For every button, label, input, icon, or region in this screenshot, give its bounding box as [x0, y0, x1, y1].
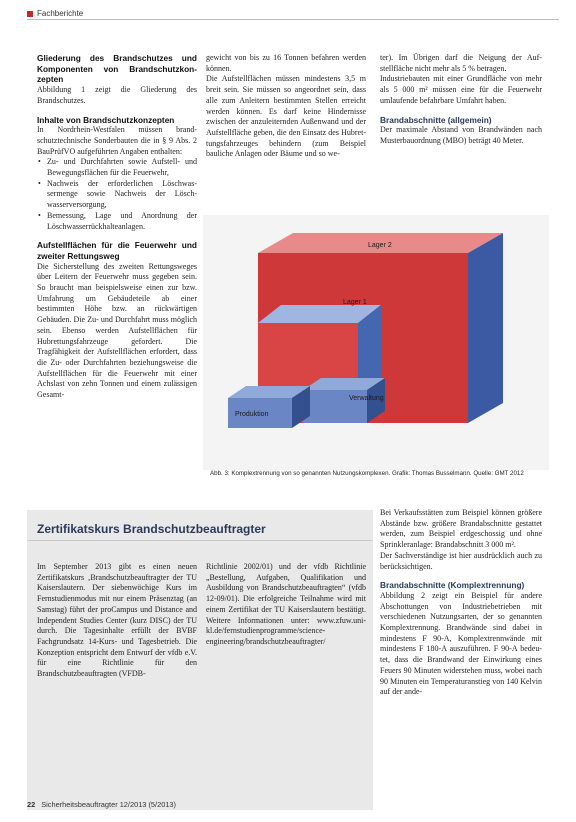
paragraph: Abbildung 2 zeigt ein Beispiel für andere Abschottungen von Industriebetrieben mit verschiedenen Nutzungsarten, der so genannten Komplextrennung. Brandwände sind dabei in mindestens F 90-A, Komplextrennwände mit mindestens F 180-A auszuführen. F 90-A bedeutet, dass die Brandwand der Einwirkung eines Feuers 90 Minuten widerstehen muss, wobei nach 90 Minuten ein Temperaturanstieg von 140 Kelvin auf der ande- [380, 590, 542, 697]
label-lager-1: Lager 1 [343, 299, 367, 306]
bullet-list [37, 157, 197, 232]
paragraph: ter). Im Übrigen darf die Neigung der Aufstellfläche nicht mehr als 5 % betragen. [380, 53, 542, 73]
column-2 [206, 53, 366, 160]
paragraph: Bei Verkaufsstätten zum Beispiel können größere Abstände bzw. größere Brandabschnitte gestattet werden, zum Beispiel erdgeschossig und ohne Sprinkleranlage: Brandabschnitt 3 000 m². [380, 508, 542, 550]
column-1 [37, 53, 197, 401]
paragraph: Die Sicherstellung des zweiten Rettungsweges über Leitern der Feuerwehr muss gegeben sein. So braucht man beispielsweise einen zur bzw. Umfahrung um Gebäudeteile ab einer bestimmten Höhe bzw. an rückwärtigen Gebäuden. Die Zu- und Durchfahrt muss möglich sein. Ebenso werden Aufstellflächen für Hubrettungsfahrzeuge gefordert. Die Tragfähigkeit der Aufstellflächen erfordert, dass die Zu- oder Durchfahrten beziehungsweise die Aufstellflächen für die Feuerwehr mit einer Achslast von zehn Tonnen und einem zulässigen Gesamt- [37, 261, 197, 400]
info-box-column-2: Richtlinie 2002/01) und der vfdb Richtlinie „Bestellung, Aufgaben, Qualifikation und Ausbildung von Brandschutzbeauftragten“ (vfdb 12-09/01). Die erfolgreiche Teilnahme wird mit einem Zertifikat der TU Kaiserslautern bestätigt. Weitere Informationen unter: www.zfuw.uni-kl.de/fernstudienprogramme/science-engineering/brandschutzbeauftragter/ [206, 562, 366, 646]
list-item: • Bemessung, Lage und Anordnung der Löschwasserrückhalteanlagen. [47, 211, 197, 232]
paragraph: Abbildung 1 zeigt die Gliederung des Brandschutzes. [37, 85, 197, 105]
figure-caption: Abb. 3: Komplextrennung von so genannten Nutzungskomplexen. Grafik: Thomas Busselmann. Quelle: GMT 2012 [210, 470, 524, 477]
column-3 [380, 53, 542, 147]
label-produktion: Produktion [235, 411, 269, 418]
section-header: Fachberichte [27, 9, 559, 20]
journal-name: Sicherheitsbeauftragter 12/2013 (5/2013) [41, 800, 176, 809]
label-verwaltung: Verwaltung [349, 395, 384, 402]
info-box-column-1: Im September 2013 gibt es einen neuen Zertifikatskurs ‚Brandschutzbeauftragter der TU Kaiserslautern. Der siebenwöchige Kurs im Fernstudienmodus mit nur einem Präsenztag (an Samstag) führt der proCampus und Distance and Independent Studies Center (kurz DISC) der TU durch. Die Tagesinhalte erfüllt der BVBF Fachgrundsatz 14-Kurs- und Tagesbetrieb. Die Konzeption entspricht dem Entwurf der vfdb e.V. für eine Richtlinie für den Brandschutzbeauftragten (VFDB- [37, 562, 197, 679]
heading-komplextrennung: Brandabschnitte (Komplextrennung) [380, 580, 525, 591]
paragraph: Industriebauten mit einer Grundfläche von mehr als 5 000 m² müssen eine für die Feuerwehr umlaufende befahrbare Umfahrt haben. [380, 74, 542, 105]
list-item: • Zu- und Durchfahrten sowie Aufstell- und Bewegungsflächen für die Feuerwehr, [47, 157, 197, 178]
heading-gliederung: Gliederung des Brandschutzes und Komponenten von Brandschutzkonzepten [37, 53, 197, 85]
column-3-continued [380, 508, 542, 698]
heading-inhalte: Inhalte von Brandschutzkonzepten [37, 114, 175, 125]
paragraph: Der Sachverständige ist hier ausdrücklich auch zu berücksichtigen. [380, 550, 542, 571]
info-box-title: Zertifikatskurs Brandschutzbeauftragter [37, 522, 266, 536]
page-footer [27, 800, 176, 809]
heading-brandabschnitte: Brandabschnitte (allgemein) [380, 114, 492, 125]
list-item: • Nachweis der erforderlichen Löschwassermenge sowie Nachweis der Löschwasserversorgung, [47, 179, 197, 211]
paragraph: In Nordrhein-Westfalen müssen brandschutztechnische Sonderbauten die in § 9 Abs. 2 BauPrüfVO aufgeführten Angaben enthalten: [37, 125, 197, 156]
paragraph: Der maximale Abstand von Brandwänden nach Musterbauordnung (MBO) beträgt 40 Meter. [380, 125, 542, 145]
paragraph: gewicht von bis zu 16 Tonnen befahren werden können. [206, 53, 366, 73]
block-produktion [228, 386, 310, 428]
komplextrennung-figure [203, 215, 549, 470]
divider [27, 540, 373, 541]
label-lager-2: Lager 2 [368, 242, 392, 249]
paragraph: Die Aufstellflächen müssen mindestens 3,5 m breit sein. Sie müssen so angeordnet sein, dass alle zum Anleitern bestimmten Stellen erreicht werden können. Es darf keine Hindernisse zwischen der anzuleiternden Außenwand und der Aufstellfläche geben, die den Einsatz des Hubrettungsfahrzeuges behindern (zum Beispiel bauliche Anlagen oder Bäume und so we- [206, 74, 366, 159]
heading-aufstellflaechen: Aufstellflächen für die Feuerwehr und zweiter Rettungsweg [37, 240, 197, 261]
page-number: 22 [27, 800, 36, 809]
